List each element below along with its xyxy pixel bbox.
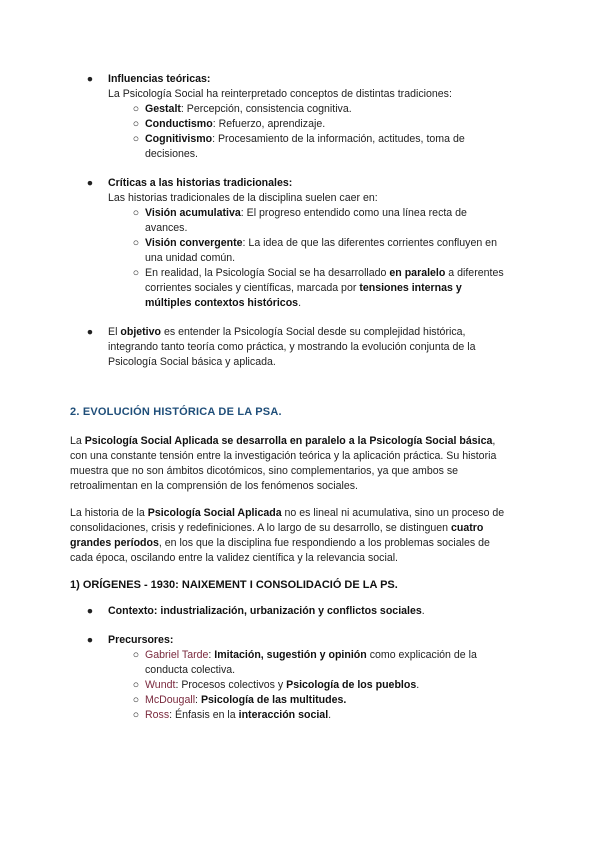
paragraph-2-line1 [70, 506, 504, 521]
bullet-disc: ● [86, 326, 94, 338]
text: . [416, 679, 420, 691]
text: En realidad, la Psicología Social se ha desarrollado [145, 267, 390, 279]
text: : [195, 694, 201, 706]
term: Cognitivismo [145, 133, 213, 145]
term: Visión convergente [145, 237, 243, 249]
bold-text: Contexto: industrialización, urbanización y conflictos sociales [108, 605, 422, 617]
bold-text: grandes períodos [70, 537, 159, 549]
bold-text: interacción social [238, 709, 329, 721]
list-item-acumulativa-cont: avances. [145, 222, 188, 234]
term: Gestalt [145, 103, 181, 115]
bullet-circle: ○ [132, 237, 140, 249]
desc: : Procesamiento de la información, actitudes, toma de [212, 133, 465, 145]
precursor-wundt [145, 678, 419, 693]
section-heading: 2. EVOLUCIÓN HISTÓRICA DE LA PSA. [70, 406, 282, 418]
text: corrientes sociales y científicas, marcada por [145, 282, 360, 294]
precursor-name: Ross [145, 709, 170, 721]
objetivo-line3: Psicología Social básica y aplicada. [108, 356, 276, 368]
bold-text: Psicología Social Aplicada [147, 507, 282, 519]
bold-text: Psicología Social Aplicada se desarrolla en paralelo a la Psicología Social básica [84, 435, 493, 447]
bold-text: múltiples contextos históricos [145, 297, 299, 309]
text: como explicación de la [366, 649, 477, 661]
paragraph-1-line4: retroalimentan en la comprensión de los fenómenos sociales. [70, 480, 358, 492]
precursor-tarde-cont: conducta colectiva. [145, 664, 236, 676]
text: a diferentes [445, 267, 504, 279]
criticas-title: Críticas a las historias tradicionales: [108, 177, 293, 189]
text: La [70, 435, 85, 447]
desc: : La idea de que las diferentes corrientes confluyen en [242, 237, 497, 249]
objetivo-line1 [108, 325, 465, 340]
contexto-item [108, 604, 425, 619]
criticas-intro: Las historias tradicionales de la disciplina suelen caer en: [108, 192, 378, 204]
list-item-gestalt [145, 102, 352, 117]
bold-text: Psicología de los pueblos [286, 679, 417, 691]
paragraph-2-line3 [70, 536, 490, 551]
text: . [328, 709, 332, 721]
precursor-mcdougall [145, 693, 346, 708]
list-item-realidad-cont2 [145, 296, 301, 311]
list-item-cognitivismo-cont: decisiones. [145, 148, 198, 160]
paragraph-1-line3: muestra que no son ámbitos dicotómicos, sino complementarios, ya que ambos se [70, 465, 459, 477]
text: : Énfasis en la [169, 709, 239, 721]
bullet-disc: ● [86, 634, 94, 646]
list-item-realidad [145, 266, 504, 281]
text: , [492, 435, 496, 447]
paragraph-1-line1 [70, 434, 495, 449]
precursores-title: Precursores: [108, 634, 174, 646]
precursor-name: Gabriel Tarde [145, 649, 209, 661]
list-item-convergente-cont: una unidad común. [145, 252, 236, 264]
objetivo-line2: integrando tanto teoría como práctica, y mostrando la evolución conjunta de la [108, 341, 476, 353]
bullet-circle: ○ [132, 679, 140, 691]
precursor-ross [145, 708, 331, 723]
list-item-conductismo [145, 117, 325, 132]
bold-text: Psicología de las multitudes. [200, 694, 347, 706]
bullet-circle: ○ [132, 103, 140, 115]
text: . [421, 605, 425, 617]
list-item-acumulativa [145, 206, 467, 221]
list-item-convergente [145, 236, 497, 251]
bullet-circle: ○ [132, 267, 140, 279]
bullet-circle: ○ [132, 207, 140, 219]
bullet-disc: ● [86, 605, 94, 617]
bold-text: cuatro [451, 522, 484, 534]
influencias-title: Influencias teóricas: [108, 73, 211, 85]
influencias-intro: La Psicología Social ha reinterpretado conceptos de distintas tradiciones: [108, 88, 452, 100]
bullet-circle: ○ [132, 118, 140, 130]
paragraph-2-line2 [70, 521, 483, 536]
bold-text: tensiones internas y [359, 282, 462, 294]
bullet-circle: ○ [132, 709, 140, 721]
bullet-circle: ○ [132, 694, 140, 706]
precursor-tarde [145, 648, 477, 663]
term: Visión acumulativa [145, 207, 241, 219]
text: consolidaciones, crisis y redefiniciones. A lo largo de su desarrollo, se distinguen [70, 522, 451, 534]
bold-text: en paralelo [389, 267, 446, 279]
text: no es lineal ni acumulativa, sino un proceso de [281, 507, 505, 519]
text: . [298, 297, 302, 309]
text: , en los que la disciplina fue respondiendo a los problemas sociales de [158, 537, 490, 549]
bullet-disc: ● [86, 177, 94, 189]
precursor-name: Wundt [145, 679, 176, 691]
desc: : El progreso entendido como una línea recta de [240, 207, 467, 219]
paragraph-2-line4: cada época, oscilando entre la validez científica y la relevancia social. [70, 552, 399, 564]
bullet-circle: ○ [132, 133, 140, 145]
bullet-disc: ● [86, 73, 94, 85]
subsection-heading: 1) ORÍGENES - 1930: NAIXEMENT I CONSOLIDACIÓ DE LA PS. [70, 579, 398, 591]
text: : Procesos colectivos y [175, 679, 287, 691]
text: es entender la Psicología Social desde su complejidad histórica, [161, 326, 466, 338]
list-item-realidad-cont [145, 281, 462, 296]
bullet-circle: ○ [132, 649, 140, 661]
term: Conductismo [145, 118, 213, 130]
text: : [208, 649, 215, 661]
desc: : Percepción, consistencia cognitiva. [180, 103, 352, 115]
paragraph-1-line2: con una constante tensión entre la investigación teórica y la aplicación práctica. Su historia [70, 450, 497, 462]
bold-text: Imitación, sugestión y opinión [214, 649, 367, 661]
bold-text: objetivo [120, 326, 161, 338]
list-item-cognitivismo [145, 132, 465, 147]
precursor-name: McDougall [145, 694, 196, 706]
text: El [108, 326, 121, 338]
desc: : Refuerzo, aprendizaje. [212, 118, 326, 130]
text: La historia de la [70, 507, 148, 519]
